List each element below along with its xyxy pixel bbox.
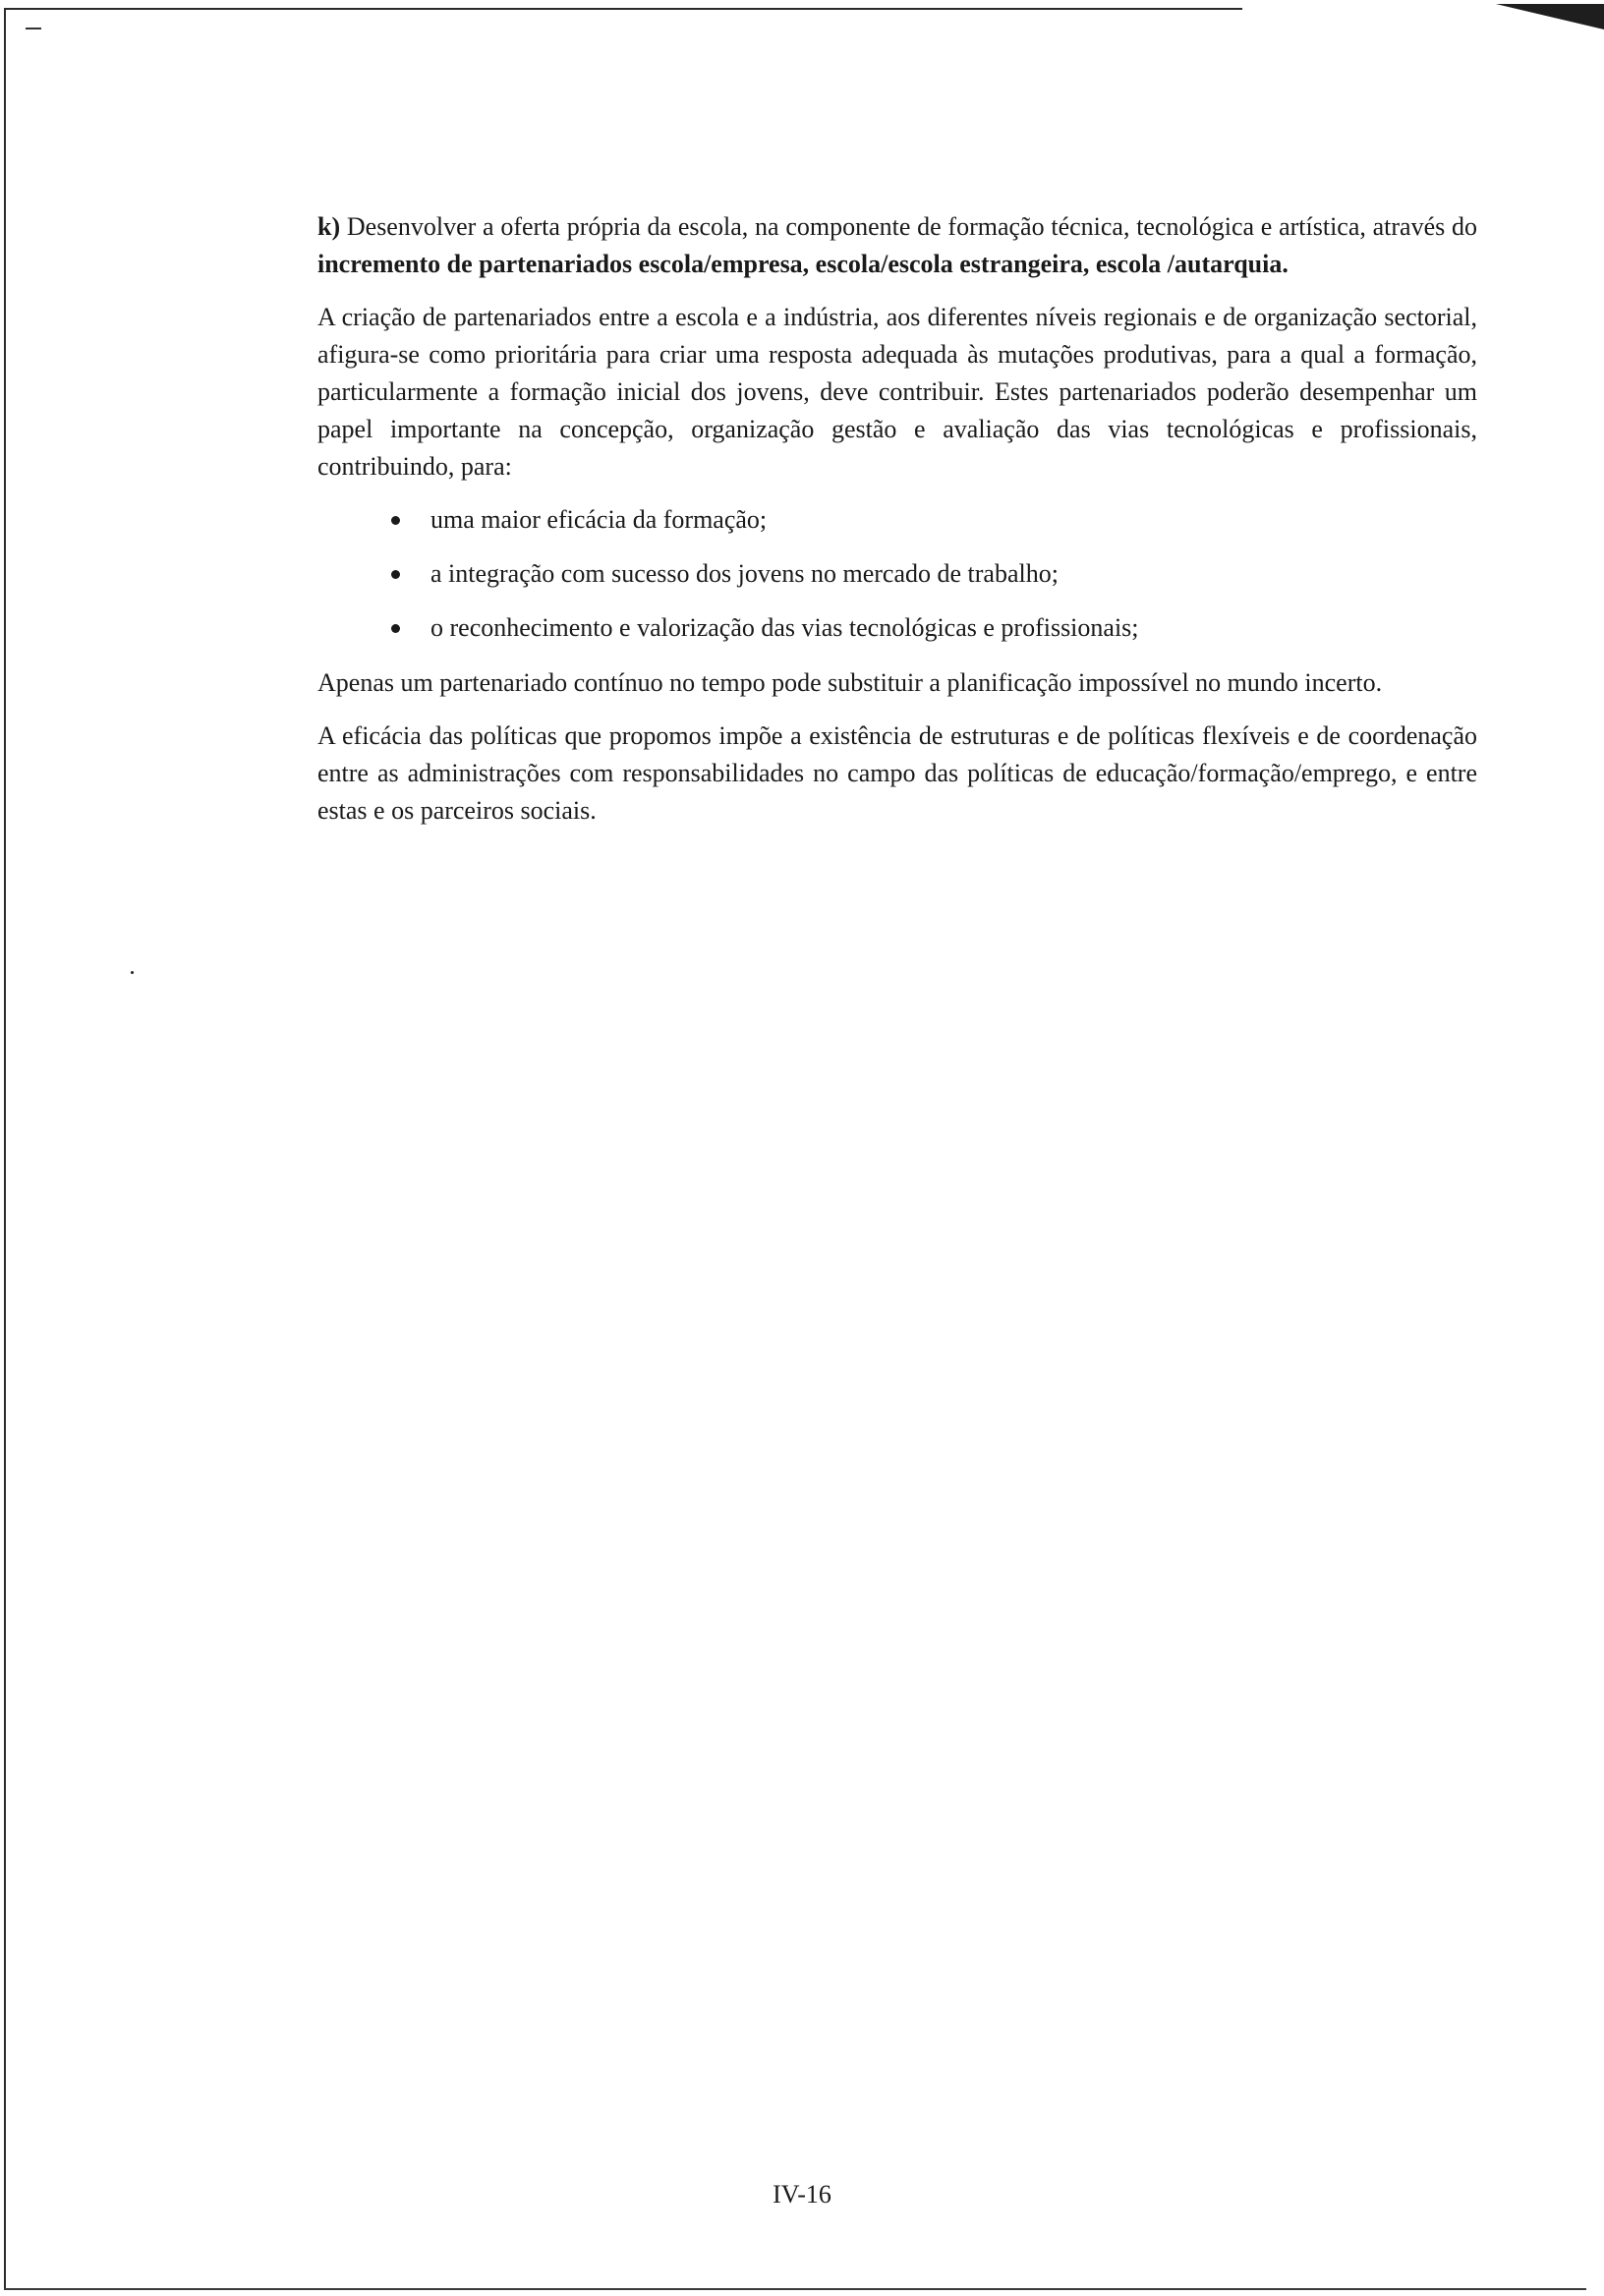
policies-paragraph: A eficácia das políticas que propomos impõe a existência de estruturas e de políticas flexíveis e de coordenação entre as administrações com responsabilidades no campo das políticas de educação/formação/emprego, e entre estas e os parceiros sociais. [317, 721, 1477, 825]
document-body [317, 208, 1477, 845]
bullet-icon [391, 516, 400, 525]
bullet-icon [391, 570, 400, 579]
scan-corner-shadow [1496, 4, 1604, 29]
scan-border-bottom [4, 2288, 1586, 2290]
scan-speck [131, 971, 134, 974]
list-item [391, 501, 1477, 539]
section-k-label: k) [317, 212, 341, 241]
section-k-paragraph [317, 208, 1477, 283]
scan-corner-mark [26, 28, 41, 29]
list-item [391, 555, 1477, 593]
list-item-text: o reconhecimento e valorização das vias tecnológicas e profissionais; [430, 613, 1139, 642]
list-item-text: uma maior eficácia da formação; [430, 505, 768, 534]
continuity-paragraph: Apenas um partenariado contínuo no tempo pode substituir a planificação impossível no mundo incerto. [317, 668, 1383, 697]
scan-border-left [4, 8, 6, 2290]
section-k-text: Desenvolver a oferta própria da escola, na componente de formação técnica, tecnológica e artística, através do [340, 212, 1477, 241]
list-item [391, 609, 1477, 647]
scan-border-top [4, 8, 1242, 10]
bullet-icon [391, 624, 400, 633]
page-number: IV-16 [773, 2180, 831, 2209]
partnerships-paragraph: A criação de partenariados entre a escola e a indústria, aos diferentes níveis regionais e de organização sectorial, afigura-se como prioritária para criar uma resposta adequada às mutações produtivas, para a qual a formação, particularmente a formação inicial dos jovens, deve contribuir. Estes partenariados poderão desempenhar um papel importante na concepção, organização gestão e avaliação das vias tecnológicas e profissionais, contribuindo, para: [317, 303, 1477, 481]
section-k-bold-text: incremento de partenariados escola/empresa, escola/escola estrangeira, escola /autarquia. [317, 250, 1289, 278]
bullet-list [317, 501, 1477, 647]
list-item-text: a integração com sucesso dos jovens no mercado de trabalho; [430, 559, 1059, 588]
